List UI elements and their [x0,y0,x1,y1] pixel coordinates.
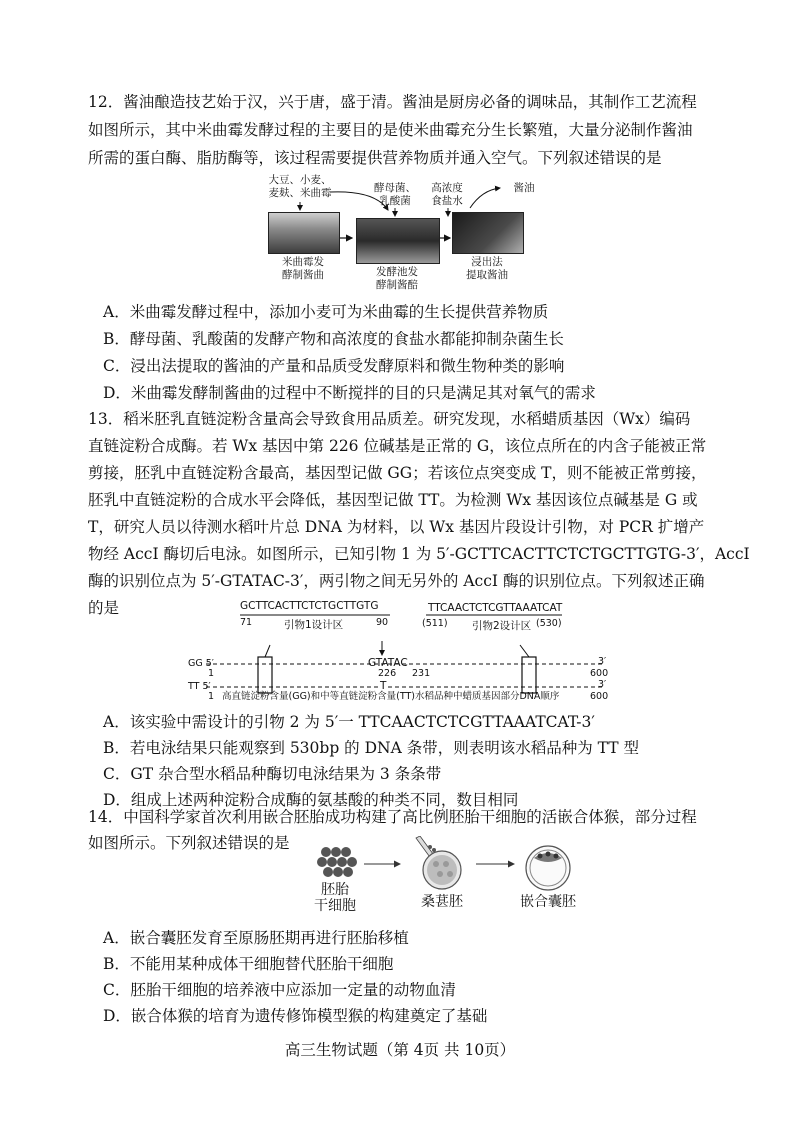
q14-option-b: B．不能用某种成体干细胞替代胚胎干细胞 [103,955,394,973]
tt-pos-1: 1 [208,691,215,702]
tt-pos-600: 600 [590,691,609,702]
q12-step3-line2: 提取酱油 [466,269,508,281]
gg-pos-600: 600 [590,668,609,679]
primer1-region-label: 引物1设计区 [284,619,344,631]
q12-step1-line1: 米曲霉发 [282,256,324,268]
koji-fermentation-photo [268,212,340,254]
q12-input3-line1: 高浓度 [431,182,463,194]
q13-stem-line-6: 物经 AccI 酶切后电泳。如图所示，已知引物 1 为 5′-GCTTCACTTCTCTGCTTGTG-3′，AccI [88,545,750,563]
q13-stem-line-5: T，研究人员以待测水稻叶片总 DNA 为材料，以 Wx 基因片段设计引物，对 PCR 扩增产 [88,518,705,536]
q12-step2-line2: 酵制酱醅 [376,279,418,291]
page-footer: 高三生物试题（第 4页 共 10页） [284,1041,516,1059]
q13-option-d: D．组成上述两种淀粉合成酶的氨基酸的种类不同，数目相同 [103,791,519,809]
q12-stem-line-3: 所需的蛋白酶、脂肪酶等，该过程需要提供营养物质并通入空气。下列叙述错误的是 [88,149,662,167]
q13-option-c: C．GT 杂合型水稻品种酶切电泳结果为 3 条条带 [103,765,442,783]
q13-figure-caption: 高直链淀粉含量(GG)和中等直链淀粉含量(TT)水稻品种中蜡质基因部分DNA顺序 [222,691,560,702]
primer2-sequence: TTCAACTCTCGTTAAATCAT [428,602,563,614]
q12-option-b: B．酵母菌、乳酸菌的发酵产物和高浓度的食盐水都能抑制杂菌生长 [103,330,564,348]
q12-option-d: D．米曲霉发酵制酱曲的过程中不断搅拌的目的只是满足其对氧气的需求 [103,384,596,402]
tt-strand-label: TT 5′ [188,681,211,692]
q13-stem-line-2: 直链淀粉合成酶。若 Wx 基因中第 226 位碱基是正常的 G，该位点所在的内含子能被正常 [88,437,707,455]
q13-stem-line-8: 的是 [88,599,120,617]
accI-site-seq: GTATAC [368,657,408,669]
gg-three-prime: 3′ [598,656,607,667]
q12-input1-line2: 麦麸、米曲霉 [268,187,332,199]
primer1-start-pos: 71 [240,617,253,628]
q14-option-c: C．胚胎干细胞的培养液中应添加一定量的动物血清 [103,981,456,999]
primer2-start-pos: (511) [422,618,448,629]
q13-option-a: A．该实验中需设计的引物 2 为 5′一 TTCAACTCTCGTTAAATCAT-3′ [103,713,595,731]
q12-step3-line1: 浸出法 [471,256,503,268]
q13-stem-line-4: 胚乳中直链淀粉的合成水平会降低，基因型记做 TT。为检测 Wx 基因该位点碱基是 G 或 [88,491,698,509]
pos-226: 226 [378,668,397,679]
q14-option-a: A．嵌合囊胚发育至原肠胚期再进行胚胎移植 [103,929,409,947]
stem-cell-label-line1: 胚胎 [321,882,349,898]
morula-label: 桑葚胚 [421,894,463,910]
q12-option-c: C．浸出法提取的酱油的产量和品质受发酵原料和微生物种类的影响 [103,357,565,375]
q13-stem-line-7: 酶的识别位点为 5′-GTATAC-3′，两引物之间无另外的 AccI 酶的识别位点。下列叙述正确 [88,572,705,590]
q13-option-b: B．若电泳结果只能观察到 530bp 的 DNA 条带，则表明该水稻品种为 TT 型 [103,739,640,757]
q12-figure [260,174,550,290]
soy-sauce-extraction-photo [452,212,524,254]
q12-output-label: 酱油 [513,182,535,194]
q14-stem-line-2: 如图所示。下列叙述错误的是 [88,834,290,852]
stem-cell-cluster [317,847,357,877]
pos-231: 231 [412,668,431,679]
gg-pos-1: 1 [208,668,215,679]
primer2-end-pos: (530) [536,618,562,629]
tt-mutant-base: T [380,680,387,692]
q12-input1-line1: 大豆、小麦、 [268,174,332,186]
q12-step1-line2: 酵制酱曲 [282,269,324,281]
q12-stem-line-2: 如图所示，其中米曲霉发酵过程的主要目的是使米曲霉充分生长繁殖，大量分泌制作酱油 [88,121,693,139]
q12-input2-line1: 酵母菌、 [374,182,416,194]
primer1-sequence: GCTTCACTTCTCTGCTTGTG [240,600,379,612]
q12-input3-line2: 食盐水 [431,195,463,207]
gg-strand-label: GG 5′ [188,658,214,669]
primer1-end-pos: 90 [376,617,389,628]
morula-with-pipette [416,836,461,889]
q13-stem-line-1: 13．稻米胚乳直链淀粉含量高会导致食用品质差。研究发现，水稻蜡质基因（Wx）编码 [88,410,691,428]
stem-cell-label-line2: 干细胞 [314,898,356,914]
q12-input2-line2: 乳酸菌 [379,195,411,207]
q14-option-d: D．嵌合体猴的培育为遗传修饰模型猴的构建奠定了基础 [103,1007,488,1025]
fermentation-tank-photo [356,218,440,264]
chimeric-blastocyst [526,846,570,890]
q13-stem-line-3: 剪接，胚乳中直链淀粉含最高，基因型记做 GG；若该位点突变成 T，则不能被正常剪接， [88,464,707,482]
q12-stem-line-1: 12．酱油酿造技艺始于汉，兴于唐，盛于清。酱油是厨房必备的调味品，其制作工艺流程 [88,93,697,111]
q14-stem-line-1: 14．中国科学家首次利用嵌合胚胎成功构建了高比例胚胎干细胞的活嵌合体猴，部分过程 [88,808,697,826]
q12-option-a: A．米曲霉发酵过程中，添加小麦可为米曲霉的生长提供营养物质 [103,303,549,321]
q14-figure [300,836,600,916]
q12-step2-line1: 发酵池发 [376,266,418,278]
primer2-region-label: 引物2设计区 [472,620,532,632]
chimeric-blastocyst-label: 嵌合囊胚 [520,894,576,910]
tt-three-prime: 3′ [598,679,607,690]
